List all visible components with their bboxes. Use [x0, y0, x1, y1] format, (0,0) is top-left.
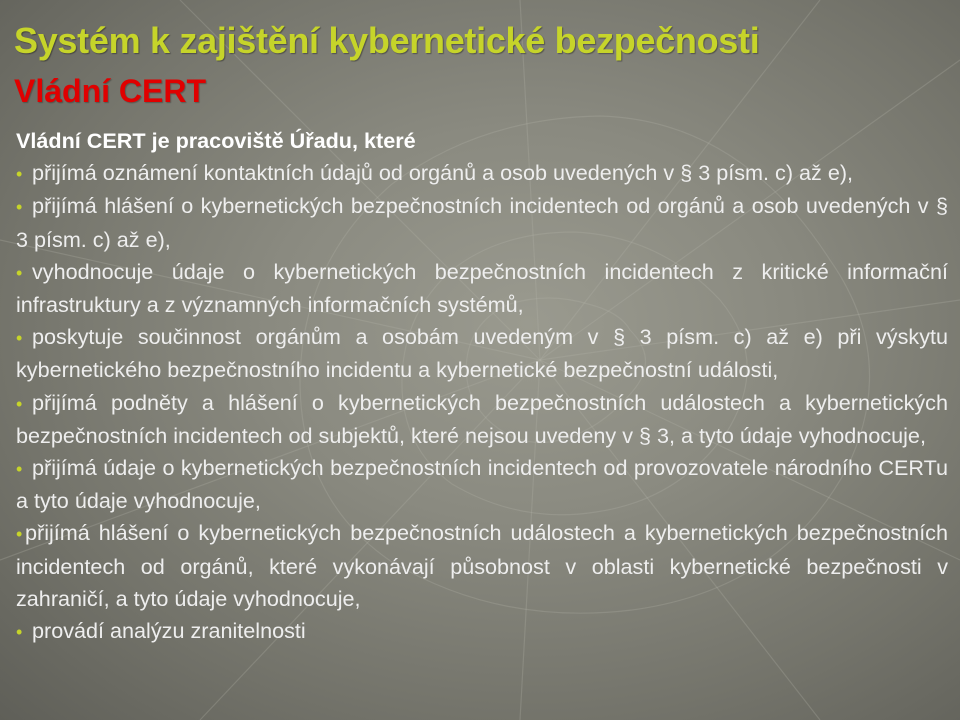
bullet-icon: • — [16, 197, 23, 218]
bullet-icon: • — [16, 262, 23, 283]
list-item — [16, 190, 948, 255]
list-item — [16, 256, 948, 321]
bullet-icon: • — [16, 164, 23, 185]
slide-title: Systém k zajištění kybernetické bezpečnosti — [14, 20, 760, 61]
bullet-icon: • — [16, 328, 23, 349]
bullet-icon: • — [16, 622, 23, 643]
slide-content — [16, 125, 948, 648]
list-item-text: přijímá podněty a hlášení o kybernetických bezpečnostních událostech a kybernetických bezpečnostních incidentech od subjektů, které nejsou uvedeny v § 3, a tyto údaje vyhodnocuje, — [16, 389, 948, 448]
bullet-icon: • — [16, 393, 23, 414]
list-item — [16, 157, 948, 190]
slide-subtitle: Vládní CERT — [14, 73, 207, 109]
list-item — [16, 615, 948, 648]
list-item-text: provádí analýzu zranitelnosti — [32, 618, 306, 644]
bullet-icon: • — [16, 459, 23, 480]
list-item-text: přijímá údaje o kybernetických bezpečnostních incidentech od provozovatele národního CERTu a tyto údaje vyhodnocuje, — [16, 455, 948, 514]
list-item-text: přijímá hlášení o kybernetických bezpečnostních incidentech od orgánů a osob uvedených v § 3 písm. c) až e), — [16, 193, 948, 252]
list-item-text: poskytuje součinnost orgánům a osobám uvedeným v § 3 písm. c) až e) při výskytu kybernetického bezpečnostního incidentu a kybernetické bezpečnostní události, — [16, 324, 948, 383]
list-item-text: přijímá hlášení o kybernetických bezpečnostních událostech a kybernetických bezpečnostních incidentech od orgánů, které vykonávají působnost v oblasti kybernetické bezpečnosti v zahraničí, a tyto údaje vyhodnocuje, — [16, 520, 948, 611]
list-item-text: vyhodnocuje údaje o kybernetických bezpečnostních incidentech z kritické informační infrastruktury a z významných informačních systémů, — [16, 258, 948, 318]
bullet-icon: • — [16, 524, 23, 545]
list-item — [16, 517, 948, 615]
intro-text: Vládní CERT je pracoviště Úřadu, které — [16, 128, 416, 153]
list-item — [16, 321, 948, 386]
list-item — [16, 452, 948, 517]
bullet-list — [16, 157, 948, 648]
list-item — [16, 387, 948, 452]
list-item-text: přijímá oznámení kontaktních údajů od orgánů a osob uvedených v § 3 písm. c) až e), — [32, 160, 854, 186]
